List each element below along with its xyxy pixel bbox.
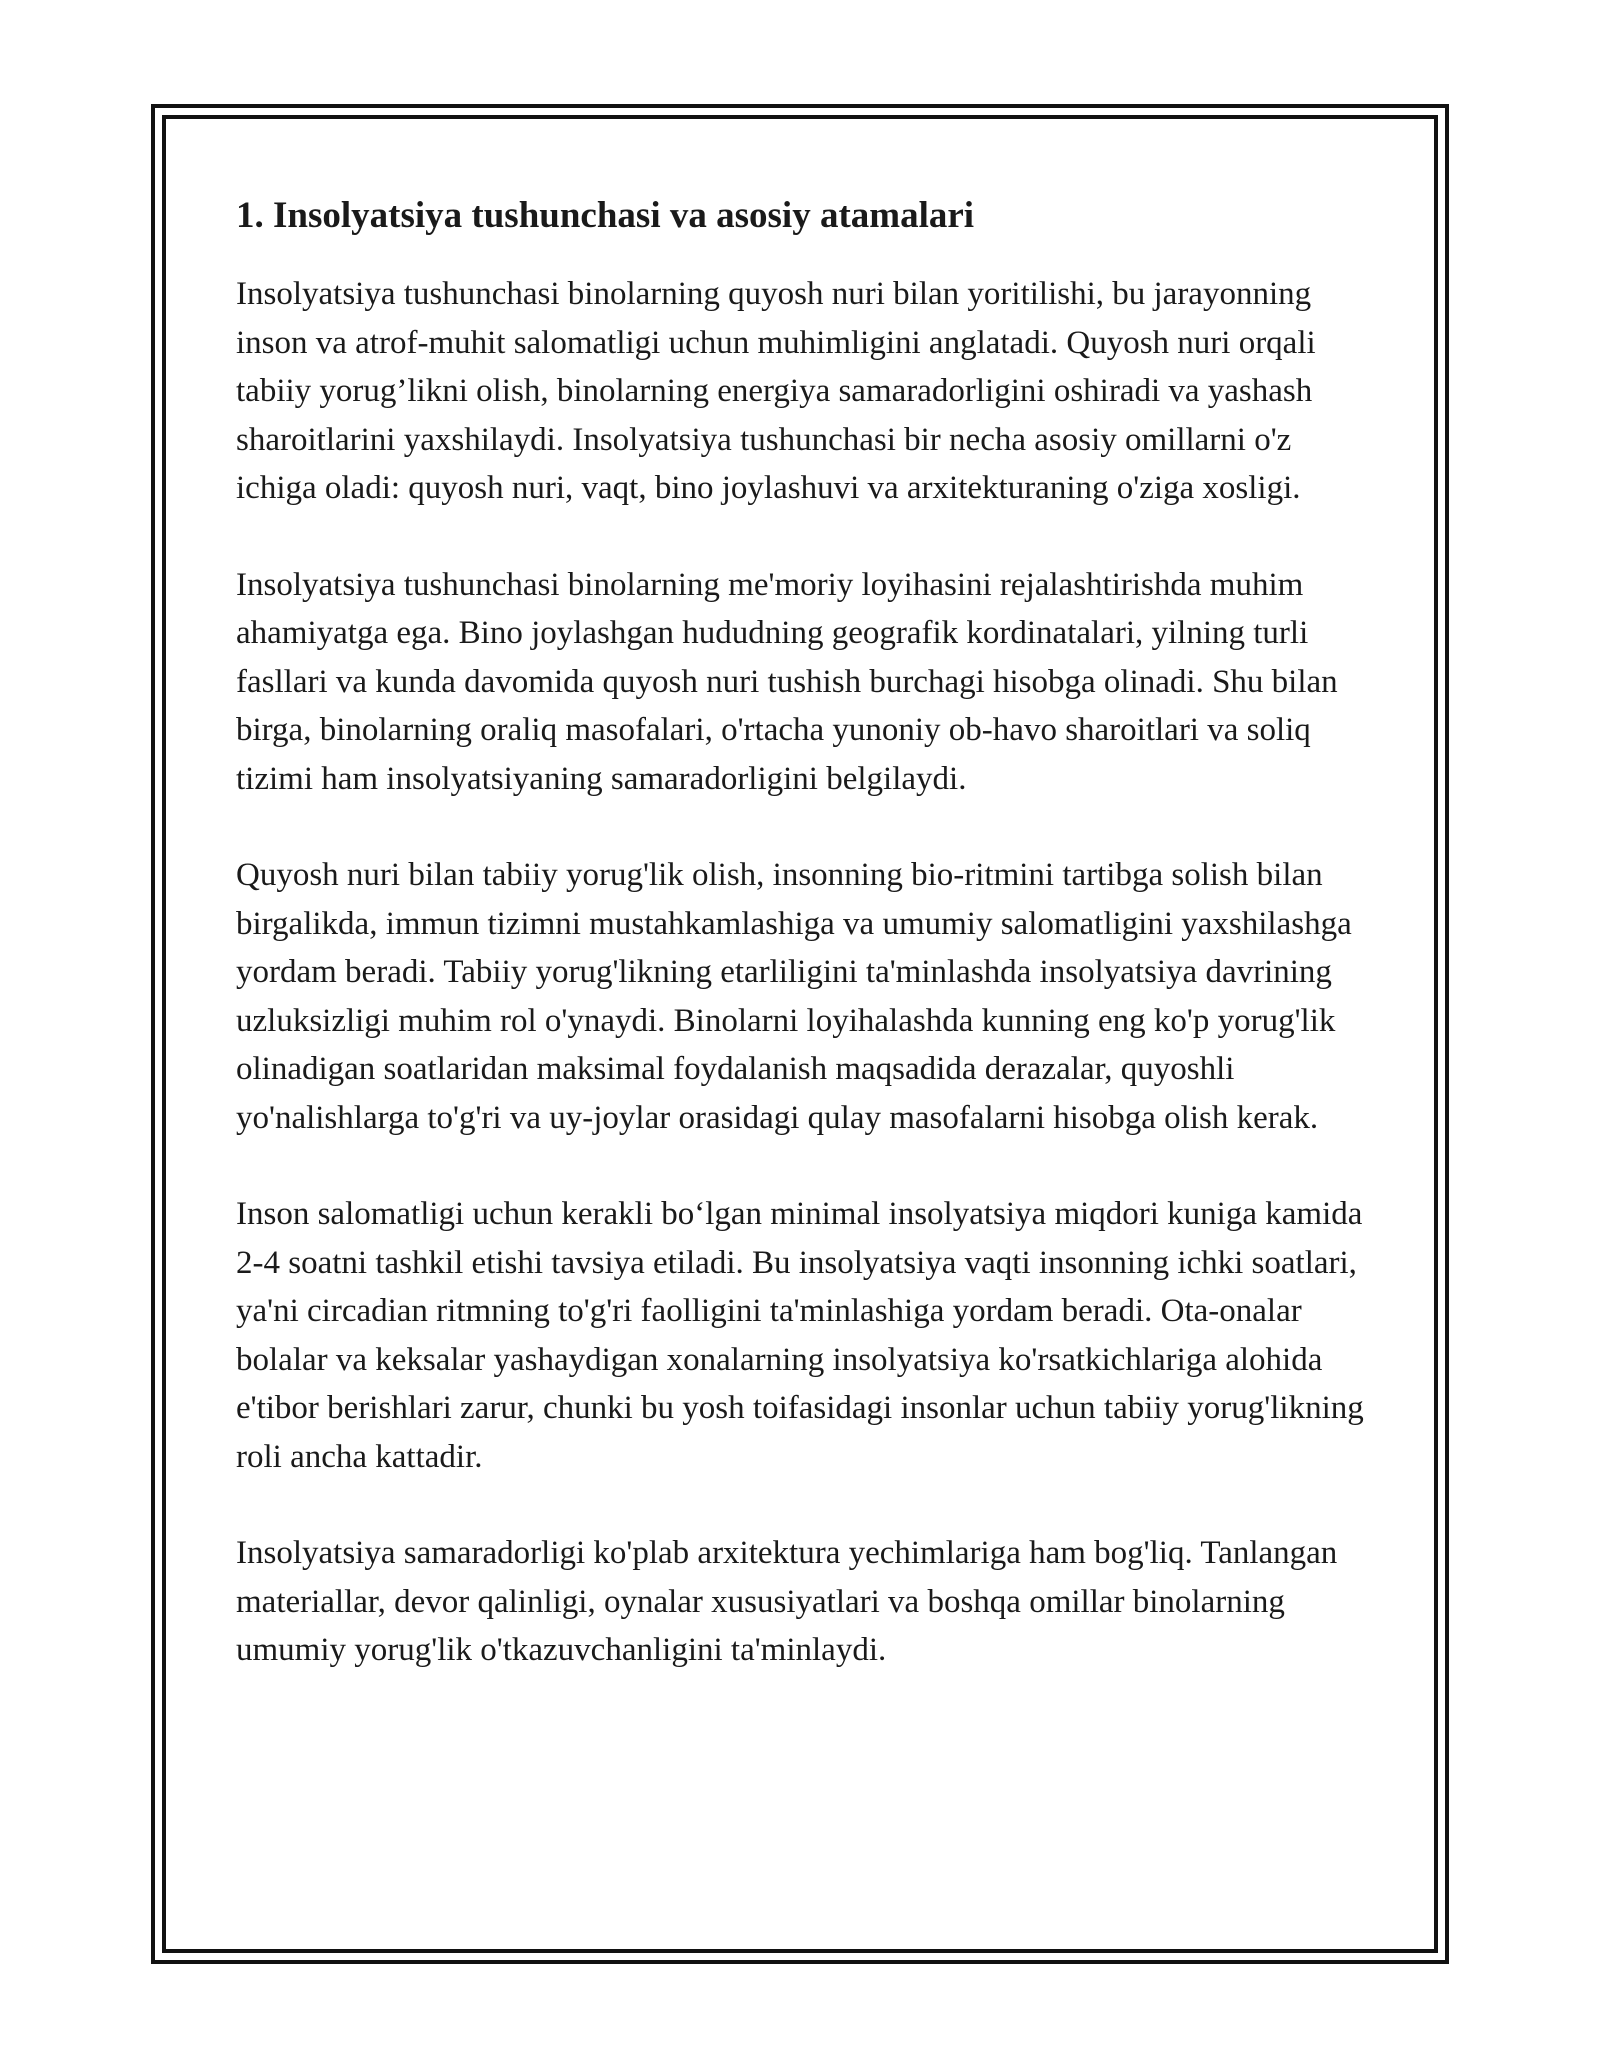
paragraph-5: Insolyatsiya samaradorligi ko'plab arxitektura yechimlariga ham bog'liq. Tanlangan materiallar, devor qalinligi, oynalar xususiyatlari va boshqa omillar binolarning umumiy yorug'lik o'tkazuvchanligini ta'minlaydi. [236, 1535, 1338, 1668]
paragraph-2: Insolyatsiya tushunchasi binolarning me'moriy loyihasini rejalashtirishda muhim ahamiyatga ega. Bino joylashgan hududning geografik kordinatalari, yilning turli fasllari va kunda davomida quyosh nuri tushish burchagi hisobga olinadi. Shu bilan birga, binolarning oraliq masofalari, o'rtacha yunoniy ob-havo sharoitlari va soliq tizimi ham insolyatsiyaning samaradorligini belgilaydi. [236, 566, 1338, 797]
document-body [236, 186, 1376, 1723]
paragraph-4: Inson salomatligi uchun kerakli bo‘lgan minimal insolyatsiya miqdori kuniga kamida 2-4 soatni tashkil etishi tavsiya etiladi. Bu insolyatsiya vaqti insonning ichki soatlari, ya'ni circadian ritmning to'g'ri faolligini ta'minlashiga yordam beradi. Ota-onalar bolalar va keksalar yashaydigan xonalarning insolyatsiya ko'rsatkichlariga alohida e'tibor berishlari zarur, chunki bu yosh toifasidagi insonlar uchun tabiiy yorug'likning roli ancha kattadir. [236, 1196, 1364, 1475]
section-heading: 1. Insolyatsiya tushunchasi va asosiy atamalari [236, 195, 975, 236]
paragraph-1: Insolyatsiya tushunchasi binolarning quyosh nuri bilan yoritilishi, bu jarayonning inson va atrof-muhit salomatligi uchun muhimligini anglatadi. Quyosh nuri orqali tabiiy yorug’likni olish, binolarning energiya samaradorligini oshiradi va yashash sharoitlarini yaxshilaydi. Insolyatsiya tushunchasi bir necha asosiy omillarni o'z ichiga oladi: quyosh nuri, vaqt, bino joylashuvi va arxitekturaning o'ziga xosligi. [236, 276, 1316, 506]
paragraph-3: Quyosh nuri bilan tabiiy yorug'lik olish, insonning bio-ritmini tartibga solish bilan birgalikda, immun tizimni mustahkamlashiga va umumiy salomatligini yaxshilashga yordam beradi. Tabiiy yorug'likning etarliligini ta'minlashda insolyatsiya davrining uzluksizligi muhim rol o'ynaydi. Binolarni loyihalashda kunning eng ko'p yorug'lik olinadigan soatlaridan maksimal foydalanish maqsadida derazalar, quyoshli yo'nalishlarga to'g'ri va uy-joylar orasidagi qulay masofalarni hisobga olish kerak. [236, 857, 1352, 1136]
